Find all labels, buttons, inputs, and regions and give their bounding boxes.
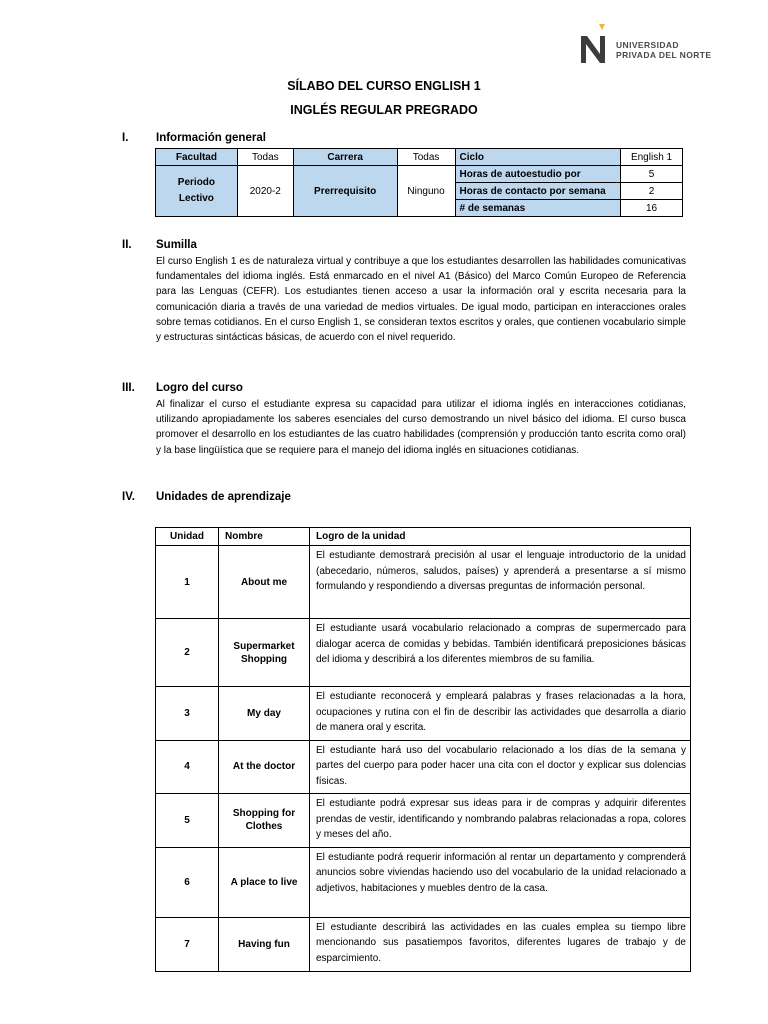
section-3-number: III. [122, 382, 135, 394]
section-3-title: Logro del curso [156, 382, 243, 394]
upn-logo-icon [578, 24, 614, 64]
contacto-label: Horas de contacto por semana [455, 183, 621, 200]
units-header-row [156, 528, 691, 546]
autoestudio-value: 5 [621, 166, 683, 183]
section-1-number: I. [122, 132, 129, 144]
prerrequisito-value: Ninguno [397, 166, 455, 217]
semanas-label: # de semanas [455, 200, 621, 217]
section-2-number: II. [122, 239, 132, 251]
section-2-title: Sumilla [156, 239, 197, 251]
carrera-value: Todas [397, 149, 455, 166]
carrera-label: Carrera [293, 149, 397, 166]
unit-name: My day [219, 687, 310, 741]
unit-number: 1 [156, 546, 219, 619]
unit-name: About me [219, 546, 310, 619]
autoestudio-label: Horas de autoestudio por [455, 166, 621, 183]
table-row [156, 794, 691, 848]
unit-number: 4 [156, 740, 219, 794]
unit-name: Shopping for Clothes [219, 794, 310, 848]
unit-goal: El estudiante podrá requerir información al rentar un departamento y comprenderá anuncios sobre viviendas haciendo uso del vocabulario de la unidad relacionado a adjetivos, habitaciones y muebles dentro de la casa. [310, 847, 691, 917]
facultad-label: Facultad [156, 149, 238, 166]
logo-line-2: PRIVADA DEL NORTE [616, 50, 712, 60]
general-info-table [155, 148, 683, 217]
contacto-value: 2 [621, 183, 683, 200]
sumilla-text: El curso English 1 es de naturaleza virtual y contribuye a que los estudiantes desarrollen las habilidades comunicativas fundamentales del idioma inglés. Está enmarcado en el nivel A1 (Básico) del Marco Común Europeo de Referencia para las Lenguas (CEFR). Los estudiantes tienen acceso a usar la información oral y escrita necesaria para la comunicación diaria a través de una variedad de medios virtuales. De igual modo, participan en interacciones orales sobre temas cotidianos. En el curso English 1, se consideran textos escritos y orales, que contienen vocabulario simple y estructuras sintácticas básicas, de acuerdo con el nivel requerido. [156, 256, 686, 344]
university-logo [578, 16, 712, 66]
periodo-label: Periodo Lectivo [156, 166, 238, 217]
header-logro: Logro de la unidad [310, 528, 691, 546]
ciclo-label: Ciclo [455, 149, 621, 166]
table-row [156, 917, 691, 971]
facultad-value: Todas [237, 149, 293, 166]
periodo-value: 2020-2 [237, 166, 293, 217]
document-title: SÍLABO DEL CURSO ENGLISH 1 [287, 79, 481, 93]
unit-number: 2 [156, 619, 219, 687]
header-unidad: Unidad [156, 528, 219, 546]
unit-goal: El estudiante demostrará precisión al usar el lenguaje introductorio de la unidad (abecedario, números, saludos, países) y aprenderá a presentarse a sí mismo formulando y respondiendo a diversas preguntas de información personal. [310, 546, 691, 619]
logo-line-1: UNIVERSIDAD [616, 40, 679, 50]
document-subtitle: INGLÉS REGULAR PREGRADO [290, 103, 478, 117]
unit-name: A place to live [219, 847, 310, 917]
semanas-value: 16 [621, 200, 683, 217]
unit-name: Supermarket Shopping [219, 619, 310, 687]
table-row [156, 546, 691, 619]
section-4-title: Unidades de aprendizaje [156, 491, 291, 503]
unit-goal: El estudiante describirá las actividades en las cuales emplea su tiempo libre mencionando sus pasatiempos favoritos, diferentes lugares de trabajo y de esparcimiento. [310, 917, 691, 971]
section-4-number: IV. [122, 491, 136, 503]
unit-goal: El estudiante hará uso del vocabulario relacionado a los días de la semana y partes del cuerpo para poder hacer una cita con el doctor y explicar sus dolencias físicas. [310, 740, 691, 794]
unit-goal: El estudiante podrá expresar sus ideas para ir de compras y adquirir diferentes prendas de vestir, identificando y nombrando palabras relacionadas a ropa, colores y meses del año. [310, 794, 691, 848]
logro-text: Al finalizar el curso el estudiante expresa su capacidad para utilizar el idioma inglés en interacciones cotidianas, utilizando apropiadamente los saberes esenciales del curso demostrando un nivel básico del idioma. El curso busca promover el desarrollo en los estudiantes de las cuatro habilidades (comprensión y producción tanto escrita como oral) y la base lingüística que se requiere para el manejo del idioma inglés en situaciones cotidianas. [156, 399, 686, 456]
prerrequisito-label: Prerrequisito [293, 166, 397, 217]
unit-number: 6 [156, 847, 219, 917]
table-row [156, 847, 691, 917]
table-row [156, 740, 691, 794]
unit-number: 3 [156, 687, 219, 741]
unit-goal: El estudiante usará vocabulario relacionado a compras de supermercado para dialogar acerca de comidas y bebidas. También identificará preposiciones básicas del idioma y describirá a los diferentes miembros de su familia. [310, 619, 691, 687]
header-nombre: Nombre [219, 528, 310, 546]
unit-name: Having fun [219, 917, 310, 971]
table-row [156, 687, 691, 741]
unit-name: At the doctor [219, 740, 310, 794]
table-row [156, 619, 691, 687]
section-1-title: Información general [156, 132, 266, 144]
ciclo-value: English 1 [621, 149, 683, 166]
unit-number: 5 [156, 794, 219, 848]
unit-number: 7 [156, 917, 219, 971]
unit-goal: El estudiante reconocerá y empleará palabras y frases relacionadas a la hora, ocupaciones y rutina con el fin de describir las actividades que desarrolla a diario de manera oral y escrita. [310, 687, 691, 741]
learning-units-table [155, 527, 691, 972]
